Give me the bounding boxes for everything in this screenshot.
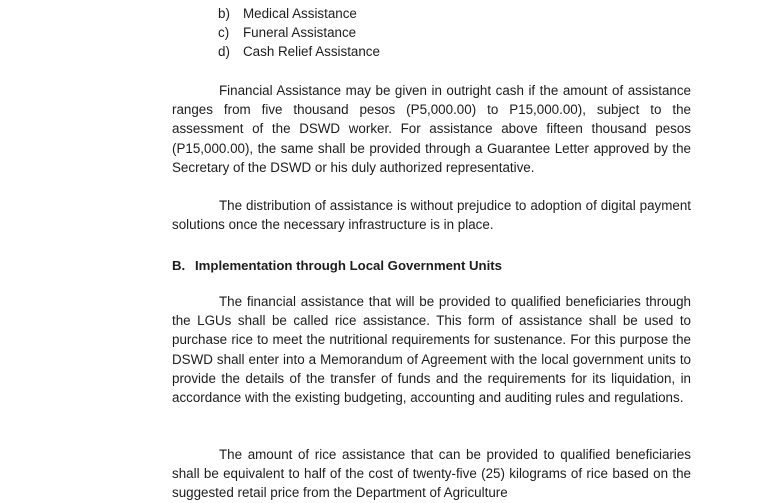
list-item-marker: c) [218,25,230,40]
list-item-label: Medical Assistance [243,6,357,21]
digital-payment-paragraph [172,196,691,234]
rice-assistance-text: The financial assistance that will be provided to qualified beneficiaries through the LGUs shall be called rice assistance. This form of assistance shall be used to purchase rice to meet the nutritional requirements for sustenance. For this purpose the DSWD shall enter into a Memorandum of Agreement with the local government units to provide the details of the transfer of funds and the requirements for its liquidation, in accordance with the existing budgeting, accounting and auditing rules and regulations. [172,294,691,406]
financial-assistance-paragraph [172,81,691,177]
digital-payment-text: The distribution of assistance is without prejudice to adoption of digital payment solutions once the necessary infrastructure is in place. [172,198,691,233]
rice-amount-paragraph [172,445,691,503]
assistance-type-list [218,4,380,61]
list-item-marker: d) [218,44,230,59]
list-item-marker: b) [218,6,230,21]
section-title: Implementation through Local Government Units [195,258,502,273]
list-item-label: Cash Relief Assistance [243,44,380,59]
rice-amount-text: The amount of rice assistance that can be provided to qualified beneficiaries shall be equivalent to half of the cost of twenty-five (25) kilograms of rice based on the suggested retail price from the Department of Agriculture [172,447,691,501]
section-heading [172,256,502,275]
financial-assistance-text: Financial Assistance may be given in outright cash if the amount of assistance ranges from five thousand pesos (P5,000.00) to P15,000.00), subject to the assessment of the DSWD worker. For assistance above fifteen thousand pesos (P15,000.00), the same shall be provided through a Guarantee Letter approved by the Secretary of the DSWD or his duly authorized representative. [172,83,691,175]
list-item [218,4,380,23]
list-item [218,42,380,61]
list-item [218,23,380,42]
section-marker: B. [172,258,186,273]
list-item-label: Funeral Assistance [243,25,357,40]
rice-assistance-paragraph [172,292,691,407]
